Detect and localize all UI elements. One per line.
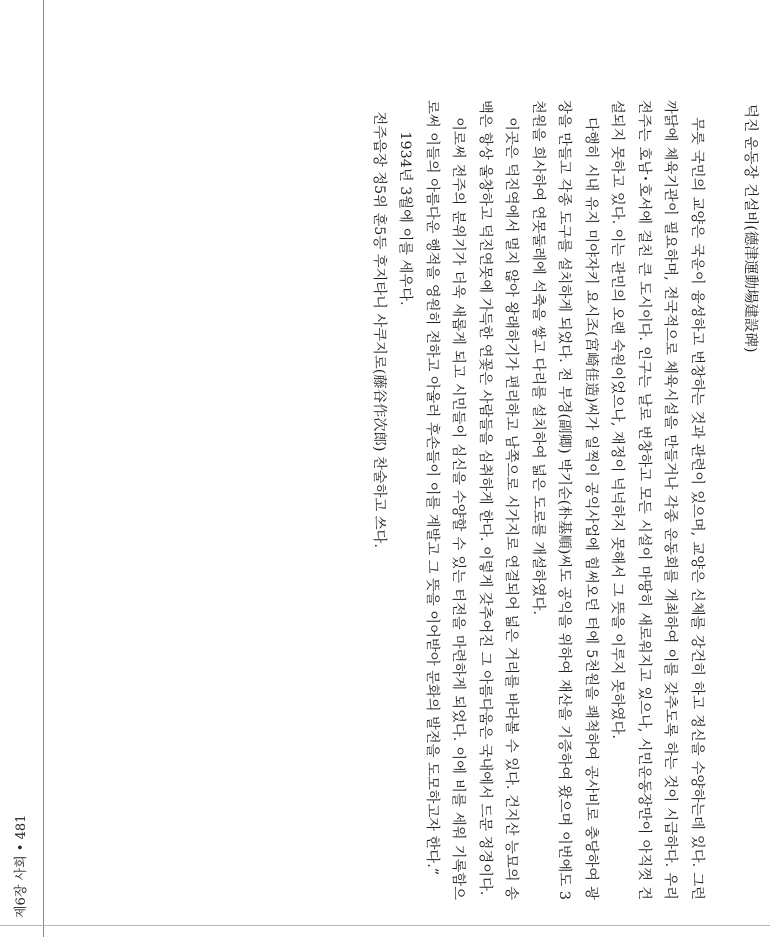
page-number-label: 제6장 사회 • 481: [14, 814, 29, 918]
paragraph-4: 이로써 전주의 분위기가 더욱 새롭게 되고 시민들이 심신을 수양할 수 있는 터전을 마련하게 되었다. 이에 비를 세워 기록함으로써 이들의 아름다운 행적을 영원히 전하고 아울러 후손들이 이를 계발고 그 뜻을 이어받아 문화의 발전을 도모하고자 한다.”: [424, 100, 467, 900]
signature-line: 전주읍장 정5위 훈5등 후지타니 사쿠지로(藤谷作次郎) 찬술하고 쓰다.: [371, 111, 387, 548]
paragraph-1: 무릇 국민의 교양은 국운이 융성하고 번창하는 것과 관련이 있으며, 교양은 신체를 강건히 하고 정신을 수양하는데 있다. 그런 까닭에 체육기관이 필요하며, 전국적으로 체육시설을 만들거나 각종 운동회를 개최하여 이를 갖추도록 하는 것이 시급하다. 우리 전주는 호남･호서에 걸친 큰 도시이다. 인구는 날로 번창하고 모든 시설이 마땅히 새로워지고 있으나, 시민운동장만이 아직껏 건설되지 못하고 있다. 이는 관민의 오랜 숙원이었으나, 재정이 넉넉하지 못해서 그 뜻을 이루지 못하였다.: [609, 100, 705, 900]
paragraph-2: 다행히 시내 유지 미야자키 요시조(宮崎佳造)씨가 일찍이 공익사업에 힘써오던 터에 5천원을 쾌척하여 공사비로 충당하여 광장을 만들고 각종 도구를 설치하게 되었다. 전 부경(副卿) 박기순(朴基順)씨도 공익을 위하여 재산을 기증하여 왔으며 이번에도 3천원을 희사하여 연못둘레에 석축을 쌓고 다리를 설치하여 넓은 도로를 개설하였다.: [530, 100, 599, 900]
paragraph-3: 이곳은 덕진역에서 멀지 않아 왕래하기가 편리하고 남쪽으로 시가지로 연결되어 넓은 거리를 바라볼 수 있다. 건지산 능묘의 송백은 항상 울창하고 덕진연못에 가득한 연꽃은 사람들을 심취하게 한다. 이렇게 갖추어진 그 아름다움은 국내에서 드문 정경이다.: [477, 100, 520, 900]
page-footer: [6, 812, 38, 922]
margin-rule: [43, 0, 44, 937]
rotated-page-body: [140, 100, 760, 900]
page-title: 덕진 운동장 건설비(德津運動場建設碑): [742, 104, 758, 353]
bottom-rule: [0, 925, 770, 926]
erection-date-line: 1934년 3월에 이를 세우다.: [397, 131, 414, 306]
